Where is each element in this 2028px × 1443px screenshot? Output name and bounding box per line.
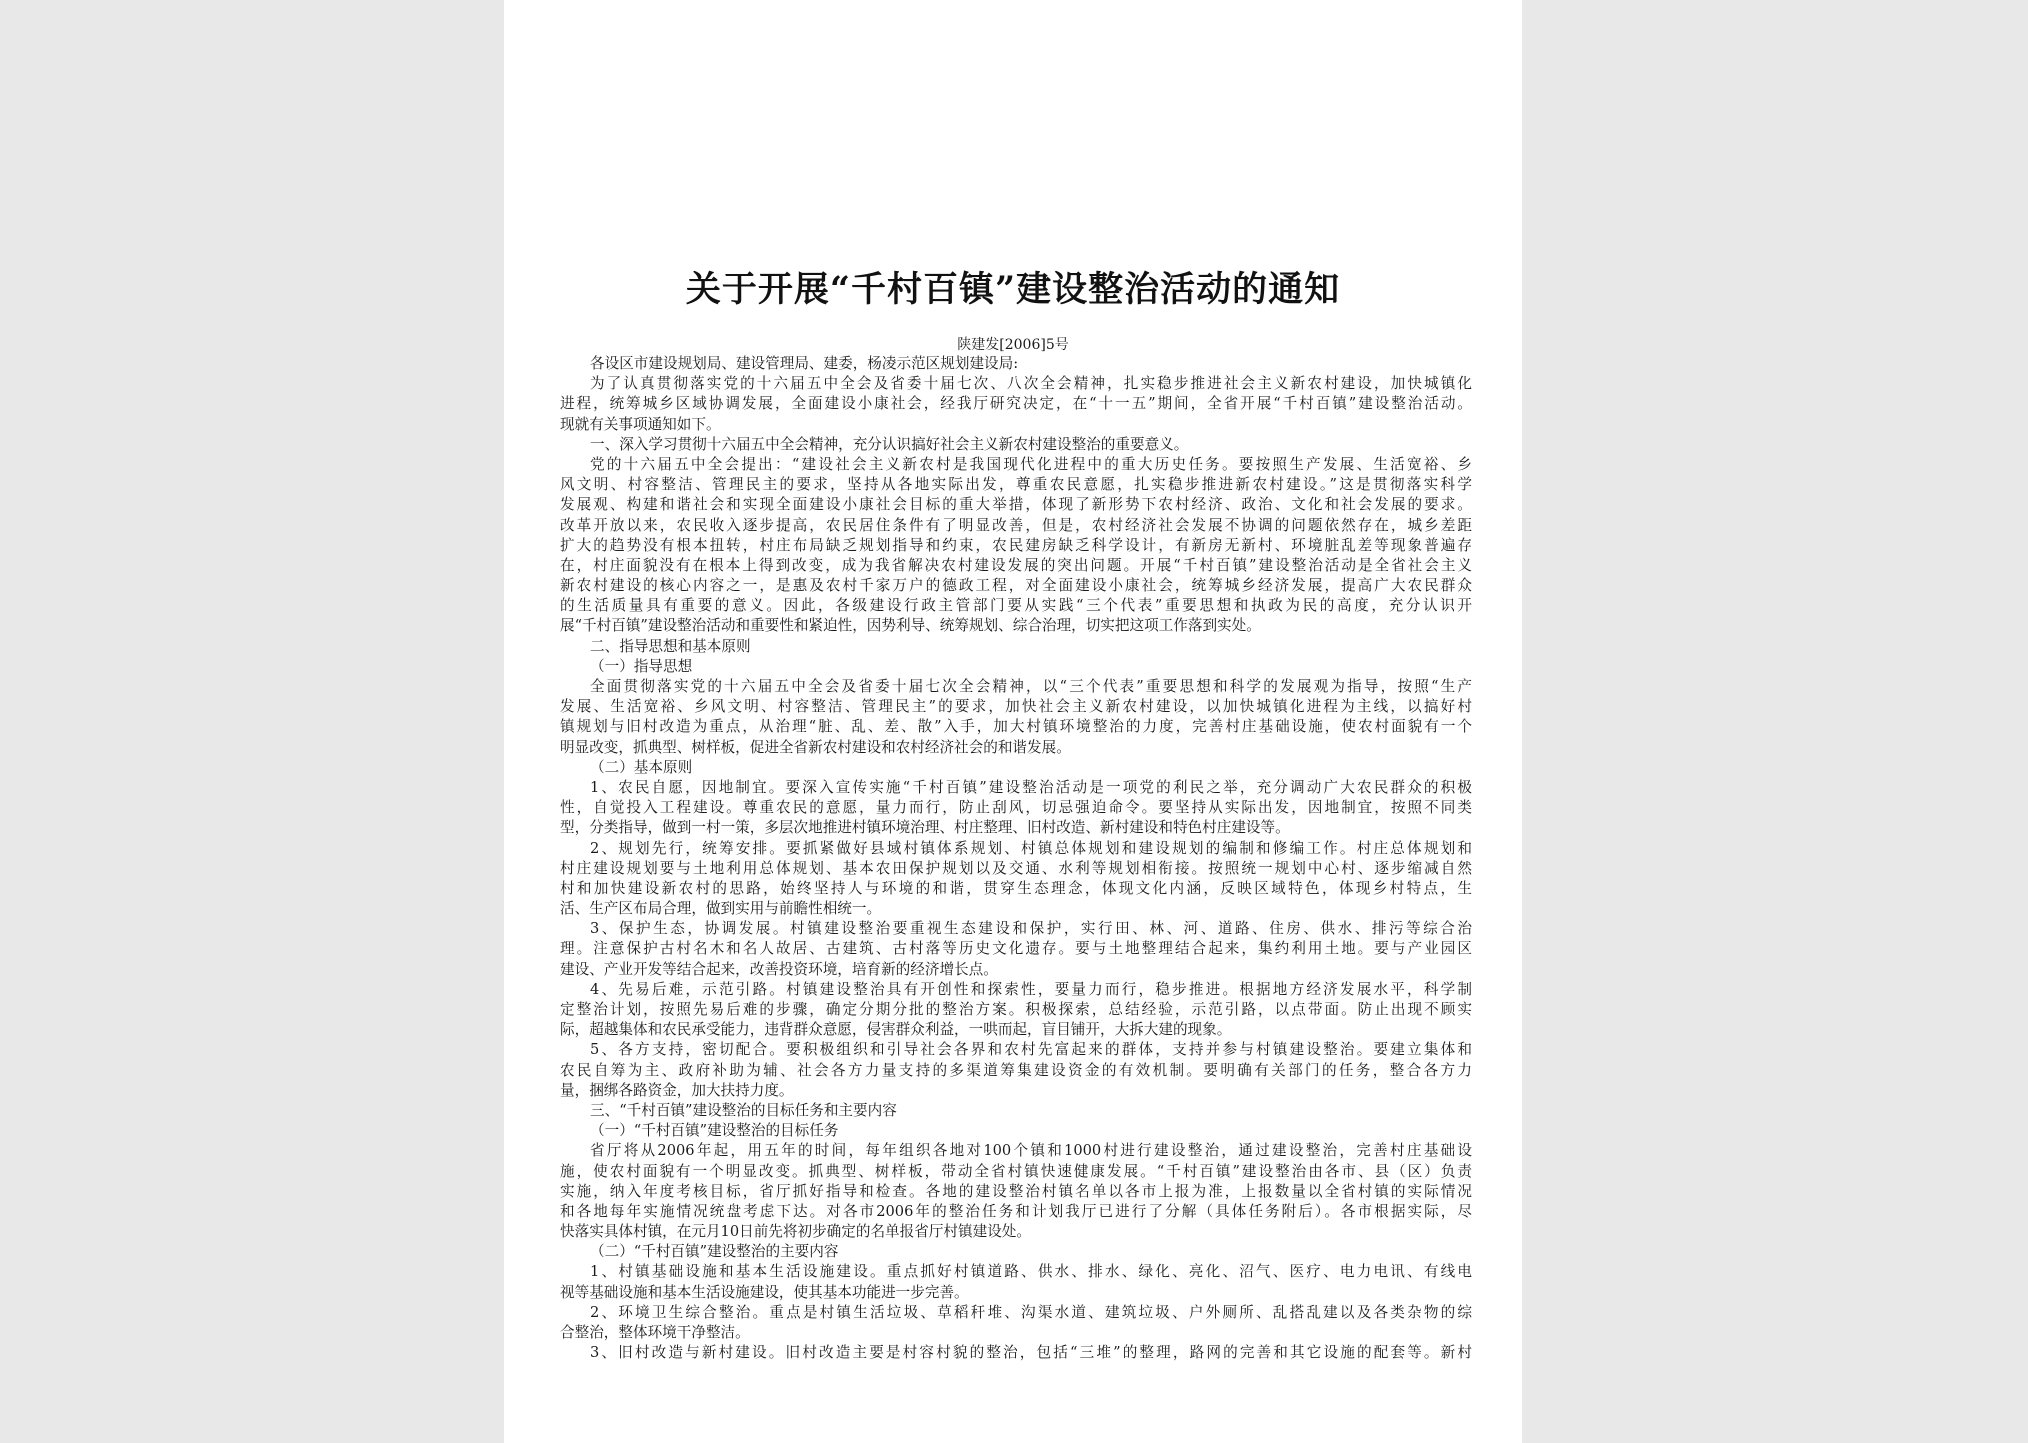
- text-line: 农民自筹为主、政府补助为辅、社会各方力量支持的多渠道筹集建设资金的有效机制。要明确有关部门的任务，整合各方力: [560, 1061, 1472, 1079]
- text-line: 全面贯彻落实党的十六届五中全会及省委十届七次全会精神，以“三个代表”重要思想和科学的发展观为指导，按照“生产: [590, 678, 1472, 695]
- text-line: 1、农民自愿，因地制宜。要深入宣传实施“千村百镇”建设整治活动是一项党的利民之举，充分调动广大农民群众的积极: [590, 778, 1472, 796]
- text-line: 发展观、构建和谐社会和实现全面建设小康社会目标的重大举措，体现了新形势下农村经济、政治、文化和社会发展的要求。: [560, 496, 1472, 514]
- text-line: 性，自觉投入工程建设。尊重农民的意愿，量力而行，防止刮风，切忌强迫命令。要坚持从实际出发，因地制宜，按照不同类: [560, 799, 1472, 817]
- text-line: 3、保护生态，协调发展。村镇建设整治要重视生态建设和保护，实行田、林、河、道路、住房、供水、排污等综合治: [590, 920, 1472, 938]
- document-body: [560, 354, 1472, 1363]
- text-line: 型，分类指导，做到一村一策，多层次地推进村镇环境治理、村庄整理、旧村改造、新村建设和特色村庄建设等。: [560, 819, 1290, 837]
- text-line: 二、指导思想和基本原则: [590, 637, 751, 655]
- text-line: 展“千村百镇”建设整治活动和重要性和紧迫性，因势利导、统筹规划、综合治理，切实把这项工作落到实处。: [560, 617, 1261, 635]
- text-line: 4、先易后难，示范引路。村镇建设整治具有开创性和探索性，要量力而行，稳步推进。根据地方经济发展水平，科学制: [590, 980, 1472, 998]
- text-line: （二）“千村百镇”建设整治的主要内容: [590, 1243, 839, 1261]
- text-line: 活、生产区布局合理，做到实用与前瞻性相统一。: [560, 900, 882, 918]
- text-line: 和各地每年实施情况统盘考虑下达。对各市2006年的整治任务和计划我厅已进行了分解（具体任务附后）。各市根据实际，尽: [560, 1202, 1472, 1220]
- text-line: 为了认真贯彻落实党的十六届五中全会及省委十届七次、八次全会精神，扎实稳步推进社会主义新农村建设，加快城镇化: [590, 375, 1472, 393]
- text-line: 风文明、村容整洁、管理民主的要求，坚持从各地实际出发，尊重农民意愿，扎实稳步推进新农村建设。”这是贯彻落实科学: [560, 476, 1472, 494]
- text-line: 发展、生活宽裕、乡风文明、村容整洁、管理民主”的要求，加快社会主义新农村建设，以加快城镇化进程为主线，以搞好村: [560, 698, 1472, 716]
- text-line: 在，村庄面貌没有在根本上得到改变，成为我省解决农村建设发展的突出问题。开展“千村百镇”建设整治活动是全省社会主义: [560, 556, 1472, 574]
- text-line: （二）基本原则: [590, 758, 693, 776]
- text-line: （一）“千村百镇”建设整治的目标任务: [590, 1122, 839, 1140]
- text-line: 村庄建设规划要与土地利用总体规划、基本农田保护规划以及交通、水利等规划相衔接。按照统一规划中心村、逐步缩减自然: [560, 859, 1472, 877]
- text-line: 快落实具体村镇，在元月10日前先将初步确定的名单报省厅村镇建设处。: [560, 1223, 1031, 1241]
- text-line: 新农村建设的核心内容之一，是惠及农村千家万户的德政工程，对全面建设小康社会，统筹城乡经济发展，提高广大农民群众: [560, 577, 1472, 595]
- text-line: 定整治计划，按照先易后难的步骤，确定分期分批的整治方案。积极探索，总结经验，示范引路，以点带面。防止出现不顾实: [560, 1001, 1472, 1018]
- text-line: 视等基础设施和基本生活设施建设，使其基本功能进一步完善。: [560, 1283, 969, 1301]
- text-line: 改革开放以来，农民收入逐步提高，农民居住条件有了明显改善，但是，农村经济社会发展不协调的问题依然存在，城乡差距: [560, 516, 1472, 534]
- document-title: 关于开展“千村百镇”建设整治活动的通知: [685, 269, 1341, 310]
- text-line: 实施，纳入年度考核目标，省厅抓好指导和检查。各地的建设整治村镇名单以各市上报为准，上报数量以全省村镇的实际情况: [560, 1182, 1472, 1200]
- text-line: 量，捆绑各路资金，加大扶持力度。: [560, 1081, 794, 1099]
- text-line: 建设、产业开发等结合起来，改善投资环境，培育新的经济增长点。: [560, 960, 998, 978]
- text-line: （一）指导思想: [590, 657, 693, 675]
- text-line: 合整治，整体环境干净整洁。: [560, 1324, 750, 1341]
- text-line: 2、环境卫生综合整治。重点是村镇生活垃圾、草稻秆堆、沟渠水道、建筑垃圾、户外厕所、乱搭乱建以及各类杂物的综: [590, 1303, 1472, 1321]
- text-line: 2、规划先行，统筹安排。要抓紧做好县域村镇体系规划、村镇总体规划和建设规划的编制和修编工作。村庄总体规划和: [590, 839, 1472, 857]
- text-line: 党的十六届五中全会提出：“建设社会主义新农村是我国现代化进程中的重大历史任务。要按照生产发展、生活宽裕、乡: [590, 455, 1472, 473]
- text-line: 现就有关事项通知如下。: [560, 415, 721, 433]
- text-line: 施，使农村面貌有一个明显改变。抓典型、树样板，带动全省村镇快速健康发展。“千村百镇”建设整治由各市、县（区）负责: [560, 1162, 1472, 1180]
- text-line: 际，超越集体和农民承受能力，违背群众意愿，侵害群众利益，一哄而起，盲目铺开，大拆大建的现象。: [560, 1021, 1232, 1039]
- text-line: 进程，统筹城乡区域协调发展，全面建设小康社会，经我厅研究决定，在“十一五”期间，全省开展“千村百镇”建设整治活动。: [560, 395, 1472, 413]
- text-line: 理。注意保护古村名木和名人故居、古建筑、古村落等历史文化遗存。要与土地整理结合起来，集约利用土地。要与产业园区: [560, 940, 1472, 958]
- text-line: 村和加快建设新农村的思路，始终坚持人与环境的和谐，贯穿生态理念，体现文化内涵，反映区域特色，体现乡村特点，生: [560, 879, 1472, 897]
- text-line: 一、深入学习贯彻十六届五中全会精神，充分认识搞好社会主义新农村建设整治的重要意义。: [590, 435, 1189, 453]
- text-line: 1、村镇基础设施和基本生活设施建设。重点抓好村镇道路、供水、排水、绿化、亮化、沼气、医疗、电力电讯、有线电: [590, 1263, 1472, 1281]
- text-line: 3、旧村改造与新村建设。旧村改造主要是村容村貌的整治，包括“三堆”的整理，路网的完善和其它设施的配套等。新村: [590, 1344, 1472, 1362]
- text-line: 各设区市建设规划局、建设管理局、建委，杨凌示范区规划建设局:: [590, 355, 1019, 372]
- document-number: 陕建发[2006]5号: [957, 337, 1069, 353]
- text-line: 5、各方支持，密切配合。要积极组织和引导社会各界和农村先富起来的群体，支持并参与村镇建设整治。要建立集体和: [590, 1041, 1472, 1059]
- text-line: 扩大的趋势没有根本扭转，村庄布局缺乏规划指导和约束，农民建房缺乏科学设计，有新房无新村、环境脏乱差等现象普遍存: [560, 536, 1472, 554]
- text-line: 明显改变，抓典型、树样板，促进全省新农村建设和农村经济社会的和谐发展。: [560, 738, 1071, 756]
- text-line: 的生活质量具有重要的意义。因此，各级建设行政主管部门要从实践“三个代表”重要思想和执政为民的高度，充分认识开: [560, 597, 1472, 615]
- document-page: [504, 0, 1522, 1443]
- text-line: 省厅将从2006年起，用五年的时间，每年组织各地对100个镇和1000村进行建设整治，通过建设整治，完善村庄基础设: [590, 1142, 1472, 1160]
- text-line: 三、“千村百镇”建设整治的目标任务和主要内容: [590, 1101, 897, 1119]
- text-line: 镇规划与旧村改造为重点，从治理“脏、乱、差、散”入手，加大村镇环境整治的力度，完善村庄基础设施，使农村面貌有一个: [560, 718, 1472, 736]
